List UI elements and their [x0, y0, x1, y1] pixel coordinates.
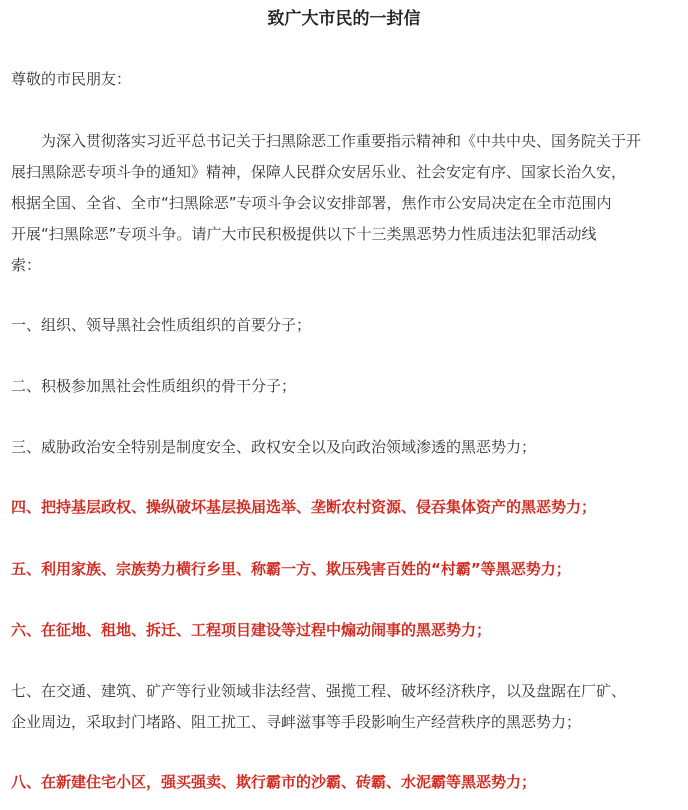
list-item-2: 二、积极参加黑社会性质组织的骨干分子；	[11, 377, 297, 395]
list-item-3: 三、威胁政治安全特别是制度安全、政权安全以及向政治领域渗透的黑恶势力；	[11, 438, 537, 456]
intro-line-2: 展扫黑除恶专项斗争的通知》精神，保障人民群众安居乐业、社会安定有序、国家长治久安，	[11, 163, 627, 181]
intro-line-5: 索：	[11, 256, 42, 274]
list-item-7-line-2: 企业周边，采取封门堵路、阻工扰工、寻衅滋事等手段影响生产经营秩序的黑恶势力；	[11, 713, 582, 731]
list-item-5-emphasis: 五、利用家族、宗族势力横行乡里、称霸一方、欺压残害百姓的“村霸”等黑恶势力；	[11, 560, 571, 578]
list-item-7-line-1: 七、在交通、建筑、矿产等行业领域非法经营、强揽工程、破坏经济秩序，以及盘踞在厂矿、	[11, 682, 627, 700]
list-item-4-emphasis: 四、把持基层政权、操纵破坏基层换届选举、垄断农村资源、侵吞集体资产的黑恶势力；	[11, 498, 597, 516]
salutation: 尊敬的市民朋友：	[11, 70, 132, 88]
list-item-8-emphasis: 八、在新建住宅小区，强买强卖、欺行霸市的沙霸、砖霸、水泥霸等黑恶势力；	[11, 773, 537, 791]
intro-line-3: 根据全国、全省、全市“扫黑除恶”专项斗争会议安排部署，焦作市公安局决定在全市范围内	[11, 194, 612, 212]
intro-line-1: 为深入贯彻落实习近平总书记关于扫黑除恶工作重要指示精神和《中共中央、国务院关于开	[11, 132, 642, 150]
intro-line-4: 开展“扫黑除恶”专项斗争。请广大市民积极提供以下十三类黑恶势力性质违法犯罪活动线	[11, 225, 597, 243]
list-item-6-emphasis: 六、在征地、租地、拆迁、工程项目建设等过程中煽动闹事的黑恶势力；	[11, 621, 492, 639]
list-item-1: 一、组织、领导黑社会性质组织的首要分子；	[11, 316, 312, 334]
letter-title: 致广大市民的一封信	[267, 9, 421, 29]
